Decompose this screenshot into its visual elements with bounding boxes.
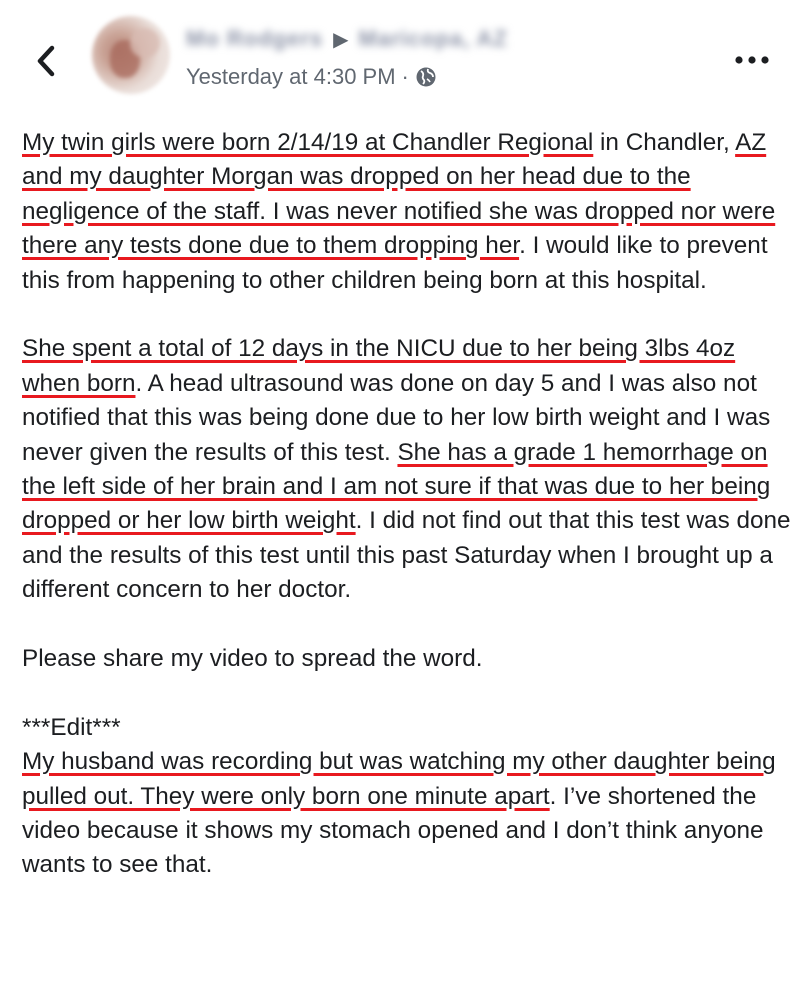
author-line [186, 26, 566, 52]
underlined-text: She has a grade 1 hemorrhage on the left side of her brain and I am not sure if that was due to her being dropped or her low birth weight [22, 438, 771, 535]
post-text: ***Edit*** [22, 713, 121, 741]
post-meta [186, 62, 437, 92]
more-options-button[interactable] [730, 48, 774, 72]
post-text: Please share my video to spread the word. [22, 645, 483, 673]
paragraph-gap [22, 608, 792, 642]
post-text: . I would like to prevent this from happening to other children being born at this hospital. [22, 232, 768, 294]
underlined-text: My twin girls were born 2/14/19 at Chandler Regional [22, 129, 594, 156]
paragraph-gap [22, 676, 792, 710]
avatar[interactable] [92, 16, 170, 94]
post-header [0, 0, 800, 120]
post-text: . A head ultrasound was done on day 5 and I was also not notified that this was being done due to her low birth weight and I was never given the results of this test. [22, 369, 771, 466]
author-name[interactable]: Mo Rodgers [186, 26, 324, 51]
back-chevron-icon [35, 44, 57, 78]
post-paragraph [22, 745, 792, 883]
post-paragraph [22, 711, 792, 745]
underlined-text: AZ and my daughter Morgan was dropped on her head due to the negligence of the staff. I was never notified she was dropped nor were there any tests done due to them dropping her [22, 129, 776, 260]
meta-separator: · [401, 64, 409, 89]
timestamp[interactable]: Yesterday at 4:30 PM [186, 64, 396, 89]
location-name[interactable]: Maricopa, AZ [358, 26, 508, 51]
post-text: in Chandler, [593, 129, 736, 156]
post-paragraph [22, 642, 792, 676]
post-text: . I’ve shortened the video because it shows my stomach opened and I don’t think anyone wants to see that. [22, 782, 764, 879]
paragraph-gap [22, 298, 792, 332]
post-body [22, 126, 792, 883]
post-paragraph [22, 332, 792, 607]
post-paragraph [22, 126, 792, 298]
back-button[interactable] [26, 36, 66, 86]
globe-icon [415, 66, 437, 88]
underlined-text: She spent a total of 12 days in the NICU due to her being 3lbs 4oz when born [22, 335, 736, 397]
more-options-icon [732, 55, 772, 65]
post-text: . I did not find out that this test was done and the results of this test until this past Saturday when I brought up a different concern to her doctor. [22, 507, 791, 604]
underlined-text: My husband was recording but was watching my other daughter being pulled out. They were only born one minute apart [22, 748, 776, 810]
triangle-arrow-icon: ▶ [333, 28, 349, 51]
